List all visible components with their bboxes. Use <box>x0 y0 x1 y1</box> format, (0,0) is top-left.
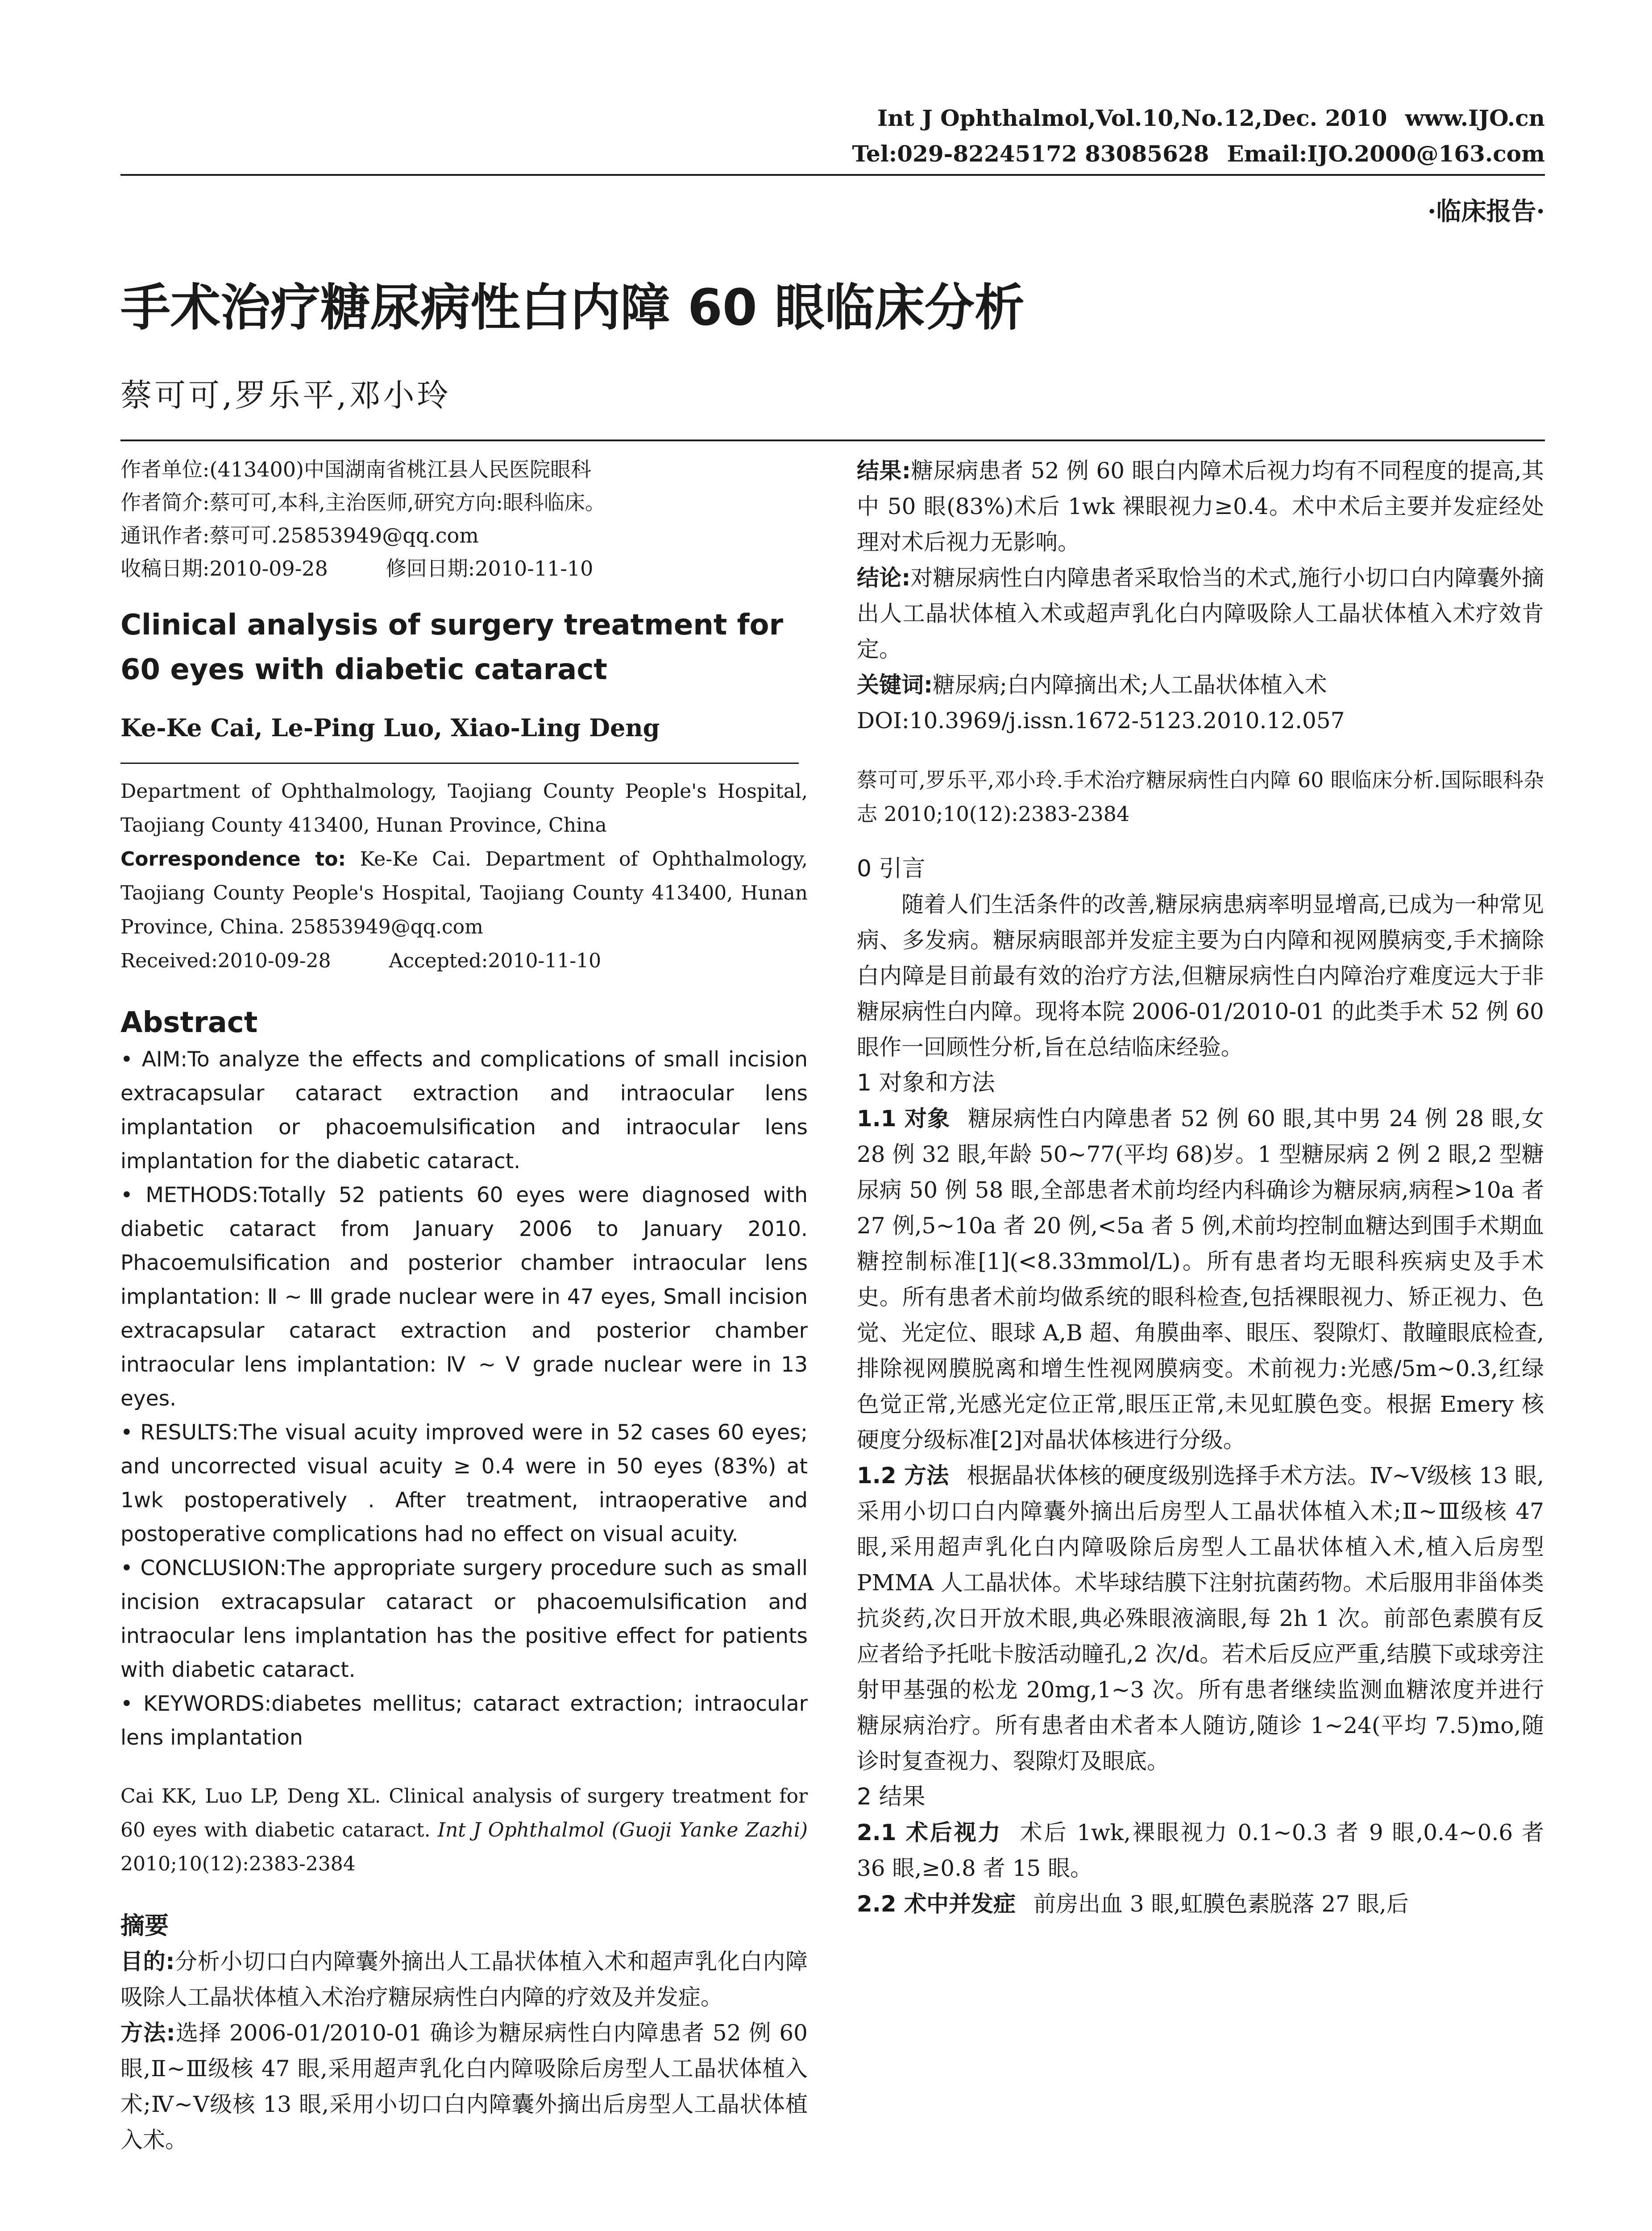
english-authors: Ke-Ke Cai, Le-Ping Luo, Xiao-Ling Deng <box>120 713 660 742</box>
zh-aim-text: 分析小切口白内障囊外摘出人工晶状体植入术和超声乳化白内障吸除人工晶状体植入术治疗糖尿病性白内障的疗效及并发症。 <box>120 1949 808 2010</box>
corresponding-author: 通讯作者:蔡可可.25853949@qq.com <box>120 523 479 547</box>
intraop-complications-paragraph <box>857 1886 1544 1922</box>
subject-text: 糖尿病性白内障患者 52 例 60 眼,其中男 24 例 28 眼,女 28 例 32 眼,年龄 50~77(平均 68)岁。1 型糖尿病 2 例 2 眼,2 型糖尿病 50 例 58 眼,全部患者术前均经内科确诊为糖尿病,病程>10a 者 27 例,5~10a 者 20 例,<5a 者 5 例,术前均控制血糖达到围手术期血糖控制标准[1](<8.33mmol/L)。所有患者均无眼科疾病史及手术史。所有患者术前均做系统的眼科检查,包括裸眼视力、矫正视力、色觉、光定位、眼球 A,B 超、角膜曲率、眼压、裂隙灯、散瞳眼底检查,排除视网膜脱离和增生性视网膜病变。术前视力:光感/5m~0.3,红绿色觉正常,光感光定位正常,眼压正常,未见虹膜色变。根据 Emery 核硬度分级标准[2]对晶状体核进行分级。 <box>857 1106 1544 1453</box>
subject-paragraph <box>857 1101 1544 1458</box>
zh-conclusion-text: 对糖尿病性白内障患者采取恰当的术式,施行小切口白内障囊外摘出人工晶状体植入术或超声乳化白内障吸除人工晶状体植入术疗效肯定。 <box>857 565 1544 662</box>
intraop-complications-label: 2.2 术中并发症 <box>857 1891 1016 1917</box>
citation-en-pre: Cai KK, Luo LP, Deng XL. Clinical analysis of surgery treatment for 60 eyes with diabetic cataract. <box>120 1785 808 1841</box>
revised-date: 修回日期:2010-11-10 <box>386 556 594 581</box>
left-column <box>120 453 808 2158</box>
zh-abstract-conclusion <box>857 560 1544 667</box>
postop-vision-paragraph <box>857 1815 1544 1886</box>
zh-keywords-label: 关键词: <box>857 672 933 698</box>
zh-abstract-aim <box>120 1944 808 2015</box>
journal-website[interactable]: www.IJO.cn <box>1405 105 1545 131</box>
right-column <box>857 453 1544 1922</box>
methods-heading: 1 对象和方法 <box>857 1070 995 1096</box>
zh-methods-text: 选择 2006-01/2010-01 确诊为糖尿病性白内障患者 52 例 60 眼,Ⅱ~Ⅲ级核 47 眼,采用超声乳化白内障吸除后房型人工晶状体植入术;Ⅳ~Ⅴ级核 13 眼,采用小切口白内障囊外摘出后房型人工晶状体植入术。 <box>120 2020 808 2153</box>
affiliation: Department of Ophthalmology, Taojiang County People's Hospital, Taojiang County 413400, Hunan Province, China <box>120 780 808 837</box>
method-text: 根据晶状体核的硬度级别选择手术方法。Ⅳ~Ⅴ级核 13 眼,采用小切口白内障囊外摘出后房型人工晶状体植入术;Ⅱ~Ⅲ级核 47 眼,采用超声乳化白内障吸除后房型人工晶状体植入术,植入后房型 PMMA 人工晶状体。术毕球结膜下注射抗菌药物。术后服用非甾体类抗炎药,次日开放术眼,典必殊眼液滴眼,每 2h 1 次。前部色素膜有反应者给予托吡卡胺活动瞳孔,2 次/d。若术后反应严重,结膜下或球旁注射甲基强的松龙 20mg,1~3 次。所有患者继续监测血糖浓度并进行糖尿病治疗。所有患者由术者本人随访,随诊 1~24(平均 7.5)mo,随诊时复查视力、裂隙灯及眼底。 <box>857 1463 1544 1774</box>
cn-dates <box>120 552 808 585</box>
abstract-keywords <box>120 1687 808 1755</box>
abstract-methods-label: • METHODS: <box>120 1183 259 1207</box>
journal-phone: Tel:029-82245172 83085628 <box>852 141 1209 167</box>
zh-methods-label: 方法: <box>120 2020 175 2046</box>
abstract-aim-label: • AIM: <box>120 1047 188 1072</box>
title-divider <box>120 440 1545 441</box>
abstract-results-text: The visual acuity improved were in 52 cases 60 eyes; and uncorrected visual acuity ≥ 0.4 were in 50 eyes (83%) at 1wk postoperatively . After treatment, intraoperative and postoperative complications had no effect on visual acuity. <box>120 1420 808 1547</box>
chinese-authors: 蔡可可,罗乐平,邓小玲 <box>120 377 451 414</box>
subject-label: 1.1 对象 <box>857 1106 951 1132</box>
correspondence-text: Ke-Ke Cai. Department of Ophthalmology, Taojiang County People's Hospital, Taojiang County 413400, Hunan Province, China. 25853949@qq.com <box>120 848 808 938</box>
zh-abstract-heading: 摘要 <box>120 1912 169 1940</box>
correspondence <box>120 842 808 944</box>
abstract-aim <box>120 1043 808 1178</box>
zh-conclusion-label: 结论: <box>857 565 911 591</box>
zh-results-text: 糖尿病患者 52 例 60 眼白内障术后视力均有不同程度的提高,其中 50 眼(83%)术后 1wk 裸眼视力≥0.4。术中术后主要并发症经处理对术后视力无影响。 <box>857 458 1544 555</box>
citation-en-post: 2010;10(12):2383-2384 <box>120 1853 356 1875</box>
english-citation <box>120 1779 808 1881</box>
intro-heading: 0 引言 <box>857 855 926 882</box>
chinese-title: 手术治疗糖尿病性白内障 60 眼临床分析 <box>120 279 1025 337</box>
abstract-conclusion-text: The appropriate surgery procedure such as small incision extracapsular cataract or phacoemulsification and intraocular lens implantation has the positive effect for patients with diabetic cataract. <box>120 1556 808 1682</box>
method-paragraph <box>857 1458 1544 1779</box>
zh-keywords-text: 糖尿病;白内障摘出术;人工晶状体植入术 <box>933 672 1327 698</box>
chinese-citation: 蔡可可,罗乐平,邓小玲.手术治疗糖尿病性白内障 60 眼临床分析.国际眼科杂志 2010;10(12):2383-2384 <box>857 768 1544 826</box>
en-dates <box>120 944 808 978</box>
abstract-conclusion-label: • CONCLUSION: <box>120 1556 287 1580</box>
affiliation-divider <box>120 763 799 764</box>
received-en: Received:2010-09-28 <box>120 950 331 972</box>
abstract-methods-text: Totally 52 patients 60 eyes were diagnosed with diabetic cataract from January 2006 to January 2010. Phacoemulsification and posterior chamber intraocular lens implantation: Ⅱ ~ Ⅲ grade nuclear were in 47 eyes, Small incision extracapsular cataract extraction and posterior chamber intraocular lens implantation: Ⅳ ~ Ⅴ grade nuclear were in 13 eyes. <box>120 1183 808 1411</box>
zh-results-label: 结果: <box>857 458 911 484</box>
doi[interactable]: DOI:10.3969/j.issn.1672-5123.2010.12.057 <box>857 708 1345 734</box>
section-label: ·临床报告· <box>1428 197 1545 226</box>
english-title: Clinical analysis of surgery treatment for 60 eyes with diabetic cataract <box>120 609 784 686</box>
zh-abstract-keywords <box>857 667 1544 703</box>
postop-vision-label: 2.1 术后视力 <box>857 1820 1002 1845</box>
results-heading: 2 结果 <box>857 1783 926 1810</box>
zh-aim-label: 目的: <box>120 1949 175 1974</box>
header-divider <box>120 174 1545 176</box>
journal-header <box>834 100 1545 172</box>
abstract-aim-text: To analyze the effects and complications of small incision extracapsular cataract extraction and intraocular lens implantation or phacoemulsification and intraocular lens implantation for the diabetic cataract. <box>120 1047 808 1174</box>
author-unit: 作者单位:(413400)中国湖南省桃江县人民医院眼科 <box>120 457 591 481</box>
abstract-conclusion <box>120 1551 808 1687</box>
abstract-keywords-text: diabetes mellitus; cataract extraction; intraocular lens implantation <box>120 1692 808 1750</box>
postop-vision-text: 术后 1wk,裸眼视力 0.1~0.3 者 9 眼,0.4~0.6 者 36 眼,≥0.8 者 15 眼。 <box>857 1820 1544 1881</box>
citation-en-journal: Int J Ophthalmol (Guoji Yanke Zazhi) <box>437 1819 808 1841</box>
journal-info: Int J Ophthalmol,Vol.10,No.12,Dec. 2010 <box>877 105 1387 131</box>
intro-text: 随着人们生活条件的改善,糖尿病患病率明显增高,已成为一种常见病、多发病。糖尿病眼部并发症主要为白内障和视网膜病变,手术摘除白内障是目前最有效的治疗方法,但糖尿病性白内障治疗难度远大于非糖尿病性白内障。现将本院 2006-01/2010-01 的此类手术 52 例 60 眼作一回顾性分析,旨在总结临床经验。 <box>857 892 1544 1060</box>
author-bio: 作者简介:蔡可可,本科,主治医师,研究方向:眼科临床。 <box>120 490 606 514</box>
abstract-keywords-label: • KEYWORDS: <box>120 1692 272 1716</box>
journal-email[interactable]: Email:IJO.2000@163.com <box>1227 141 1545 167</box>
abstract-heading: Abstract <box>120 1006 258 1039</box>
zh-abstract-methods <box>120 2015 808 2158</box>
zh-abstract-results <box>857 453 1544 560</box>
received-date: 收稿日期:2010-09-28 <box>120 556 328 581</box>
intraop-complications-text: 前房出血 3 眼,虹膜色素脱落 27 眼,后 <box>1033 1891 1409 1917</box>
correspondence-label: Correspondence to: <box>120 848 346 871</box>
abstract-methods <box>120 1178 808 1416</box>
abstract-results <box>120 1416 808 1551</box>
accepted-en: Accepted:2010-11-10 <box>389 950 602 972</box>
method-label: 1.2 方法 <box>857 1463 949 1489</box>
abstract-results-label: • RESULTS: <box>120 1420 239 1445</box>
